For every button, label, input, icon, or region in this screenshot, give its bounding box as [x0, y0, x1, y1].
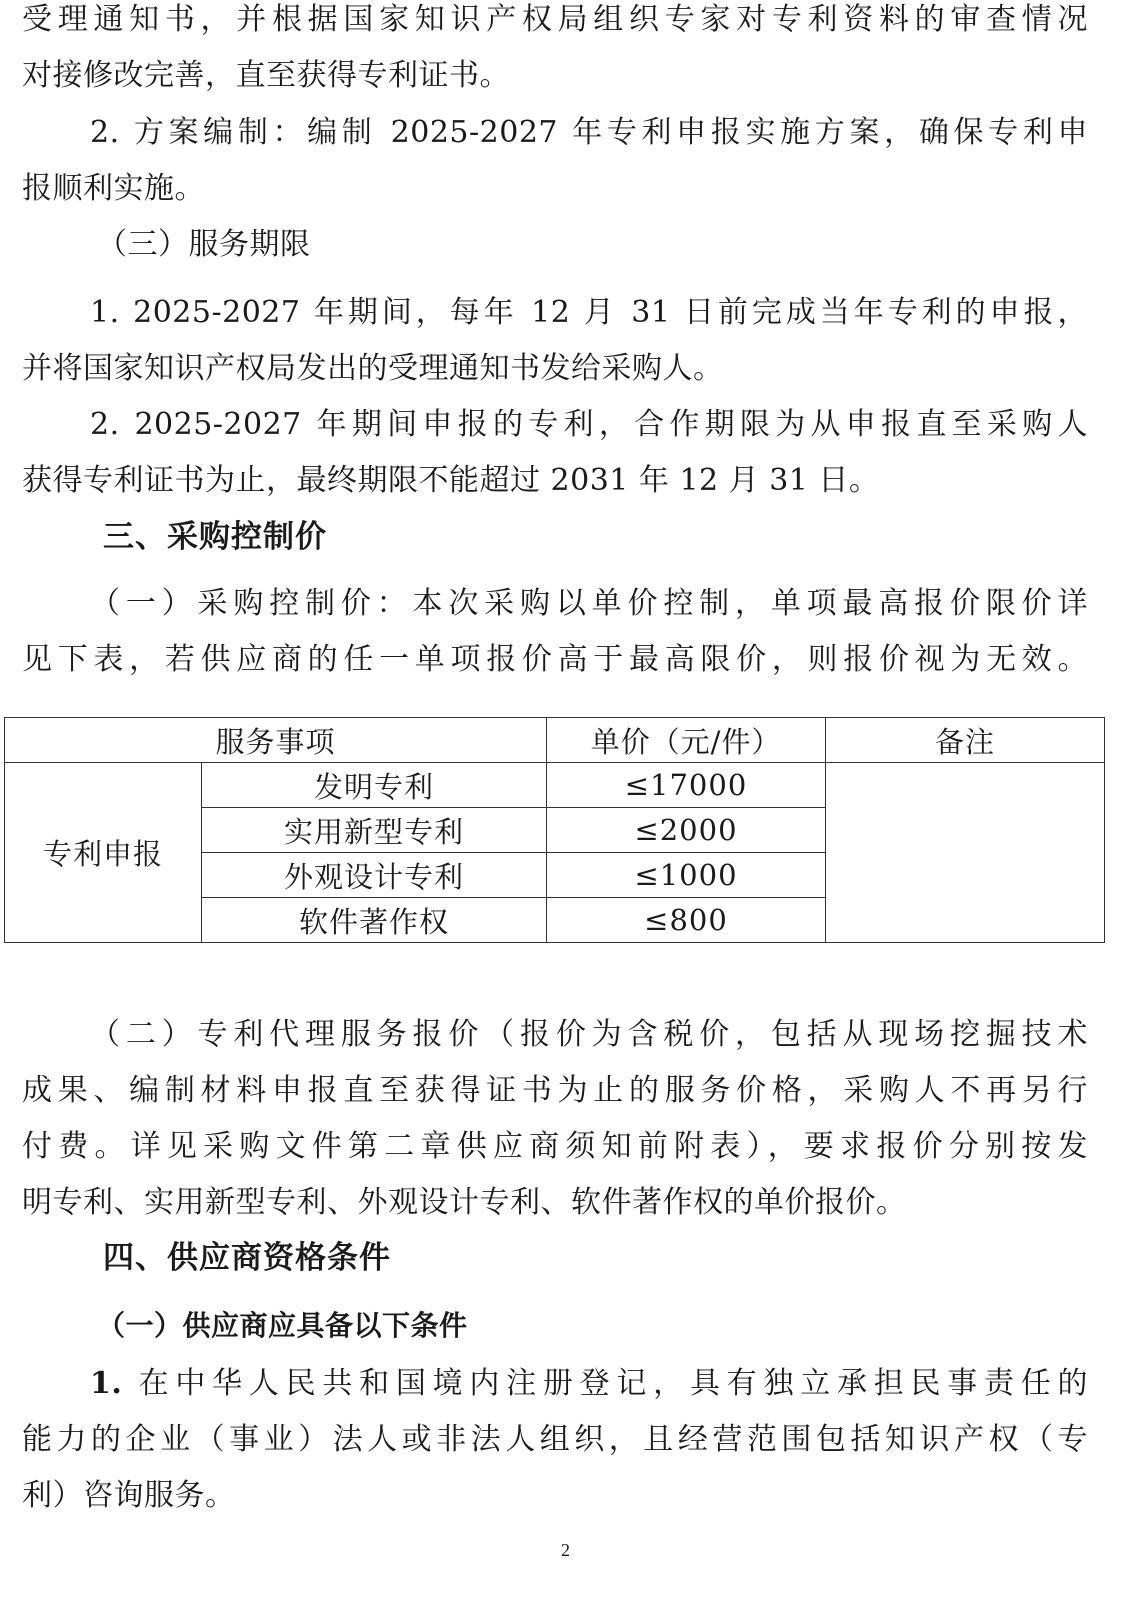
table-cell-item: 实用新型专利 — [202, 808, 547, 853]
paragraph-line: 获得专利证书为止，最终期限不能超过 2031 年 12 月 31 日。 — [22, 463, 880, 498]
table-header-cell: 备注 — [826, 718, 1105, 763]
list-item-line — [90, 1366, 1088, 1402]
list-item-line: 2. 2025-2027 年期间申报的专利，合作期限为从申报直至采购人 — [90, 407, 1088, 442]
paragraph-line: 付费。详见采购文件第二章供应商须知前附表），要求报价分别按发 — [22, 1129, 1088, 1164]
table-cell-item: 发明专利 — [202, 763, 547, 808]
table-group-cell: 专利申报 — [5, 763, 202, 943]
paragraph-line: （一）采购控制价：本次采购以单价控制，单项最高报价限价详 — [90, 586, 1088, 621]
paragraph-line: 并将国家知识产权局发出的受理通知书发给采购人。 — [22, 351, 724, 386]
list-item-line: 1. 2025-2027 年期间，每年 12 月 31 日前完成当年专利的申报， — [90, 295, 1088, 330]
page-number: 2 — [561, 1540, 570, 1560]
table-cell-remark — [826, 763, 1105, 943]
paragraph-line: 能力的企业（事业）法人或非法人组织，且经营范围包括知识产权（专 — [22, 1422, 1088, 1457]
list-item-text: 在中华人民共和国境内注册登记，具有独立承担民事责任的 — [122, 1366, 1088, 1401]
section-subheading: （三）服务期限 — [97, 227, 311, 262]
paragraph-line: 成果、编制材料申报直至获得证书为止的服务价格，采购人不再另行 — [22, 1073, 1088, 1108]
paragraph-line: 受理通知书，并根据国家知识产权局组织专家对专利资料的审查情况 — [22, 2, 1088, 37]
table-cell-item: 外观设计专利 — [202, 853, 547, 898]
paragraph-line: 利）咨询服务。 — [22, 1478, 236, 1513]
paragraph-line: 报顺利实施。 — [22, 171, 205, 206]
table-header-cell: 服务事项 — [5, 718, 547, 763]
table-row — [5, 763, 1105, 808]
paragraph-line: 明专利、实用新型专利、外观设计专利、软件著作权的单价报价。 — [22, 1185, 907, 1220]
table-cell-price: ≤17000 — [547, 763, 826, 808]
list-item-line: 2. 方案编制：编制 2025-2027 年专利申报实施方案，确保专利申 — [90, 115, 1088, 150]
table-header-cell: 单价（元/件） — [547, 718, 826, 763]
paragraph-line: （二）专利代理服务报价（报价为含税价，包括从现场挖掘技术 — [90, 1017, 1088, 1052]
paragraph-line: 对接修改完善，直至获得专利证书。 — [22, 58, 510, 93]
table-header-row — [5, 718, 1105, 763]
table-cell-price: ≤800 — [547, 898, 826, 943]
table-cell-item: 软件著作权 — [202, 898, 547, 943]
section-heading: 四、供应商资格条件 — [103, 1240, 391, 1276]
section-heading: 三、采购控制价 — [103, 519, 327, 555]
price-table — [4, 717, 1105, 943]
table-cell-price: ≤2000 — [547, 808, 826, 853]
list-number: 1. — [90, 1366, 123, 1401]
table-cell-price: ≤1000 — [547, 853, 826, 898]
section-subheading: （一）供应商应具备以下条件 — [97, 1309, 468, 1342]
paragraph-line: 见下表，若供应商的任一单项报价高于最高限价，则报价视为无效。 — [22, 642, 1088, 677]
